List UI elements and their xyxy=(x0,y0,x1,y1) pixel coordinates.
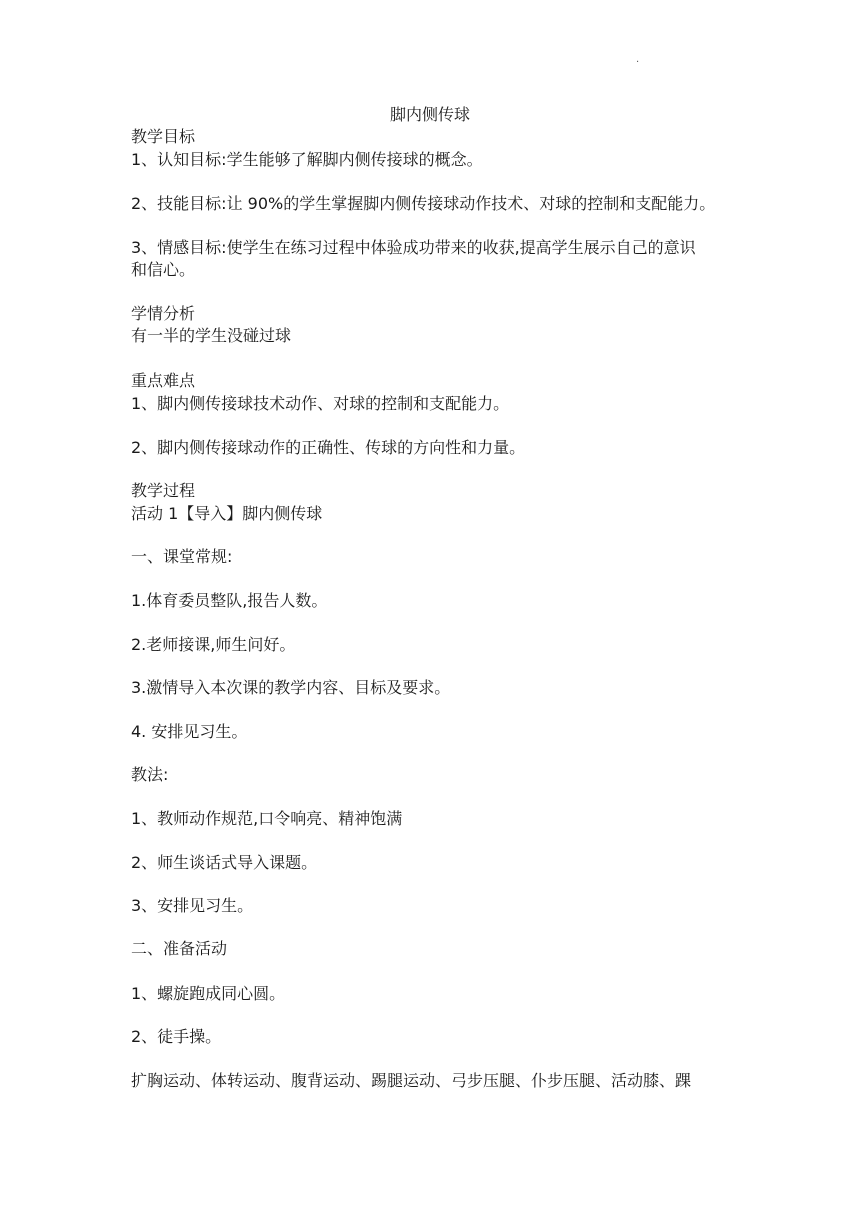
routine-item-2: 2.老师接课,师生问好。 xyxy=(131,635,296,654)
method-item-3: 3、安排见习生。 xyxy=(131,896,254,915)
part-2-heading: 二、准备活动 xyxy=(131,939,228,958)
process-heading: 教学过程 xyxy=(131,481,196,500)
header-mark: · xyxy=(636,57,640,68)
routine-item-4: 4. 安排见习生。 xyxy=(131,722,248,741)
warmup-item-1: 1、螺旋跑成同心圆。 xyxy=(131,984,286,1003)
warmup-item-2: 2、徒手操。 xyxy=(131,1027,222,1046)
goal-cognitive: 1、认知目标:学生能够了解脚内侧传接球的概念。 xyxy=(131,150,483,169)
goal-affective-line-1: 3、情感目标:使学生在练习过程中体验成功带来的收获,提高学生展示自己的意识 xyxy=(131,238,696,257)
document-title: 脚内侧传球 xyxy=(389,105,470,124)
goal-skill: 2、技能目标:让 90%的学生掌握脚内侧传接球动作技术、对球的控制和支配能力。 xyxy=(131,194,716,213)
method-heading: 教法: xyxy=(131,765,169,784)
method-item-1: 1、教师动作规范,口令响亮、精神饱满 xyxy=(131,809,403,828)
key-heading: 重点难点 xyxy=(131,371,196,390)
method-item-2: 2、师生谈话式导入课题。 xyxy=(131,853,318,872)
analysis-text: 有一半的学生没碰过球 xyxy=(131,326,292,345)
activity-1-title: 活动 1【导入】脚内侧传球 xyxy=(131,504,323,523)
warmup-exercise-list: 扩胸运动、体转运动、腹背运动、踢腿运动、弓步压腿、仆步压腿、活动膝、踝 xyxy=(131,1071,692,1090)
analysis-heading: 学情分析 xyxy=(131,304,196,323)
part-1-heading: 一、课堂常规: xyxy=(131,547,233,566)
goal-affective-line-2: 和信心。 xyxy=(131,260,196,279)
routine-item-1: 1.体育委员整队,报告人数。 xyxy=(131,591,328,610)
key-point-2: 2、脚内侧传接球动作的正确性、传球的方向性和力量。 xyxy=(131,438,526,457)
routine-item-3: 3.激情导入本次课的教学内容、目标及要求。 xyxy=(131,678,451,697)
goals-heading: 教学目标 xyxy=(131,127,196,146)
key-point-1: 1、脚内侧传接球技术动作、对球的控制和支配能力。 xyxy=(131,394,510,413)
